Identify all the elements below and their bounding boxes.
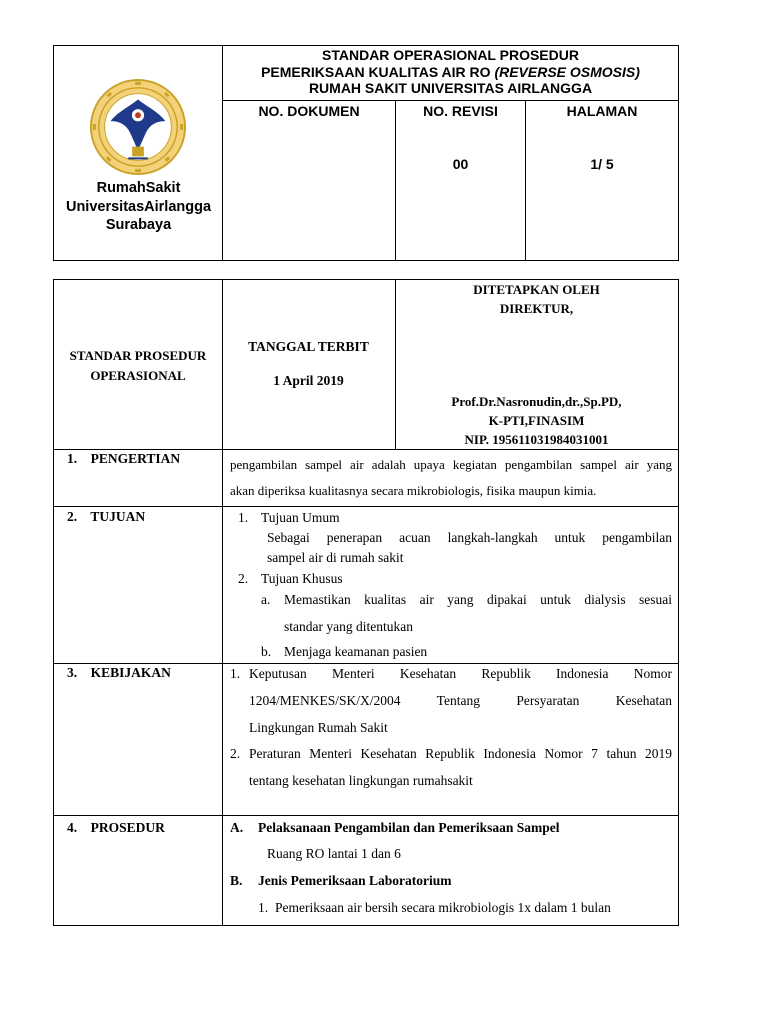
row-divider	[54, 506, 678, 507]
kebijakan-1-text: Lingkungan Rumah Sakit	[249, 720, 388, 735]
sop-label	[54, 346, 222, 386]
sop-label-line: STANDAR PROSEDUR	[69, 348, 207, 363]
hospital-name-line: RumahSakit	[96, 180, 181, 196]
tujuan-khusus-b-text: Menjaga keamanan pasien	[284, 644, 428, 659]
director-name-line: Prof.Dr.Nasronudin,dr.,Sp.PD,	[451, 394, 622, 409]
section-label-tujuan: 2. TUJUAN	[67, 509, 146, 524]
row-divider	[54, 815, 678, 816]
list-letter: b.	[261, 644, 272, 659]
tujuan-umum-text: Sebagai penerapan acuan langkah-langkah untuk pengambilan	[267, 530, 672, 545]
kebijakan-1-text: 1204/MENKES/SK/X/2004 Tentang Persyaratan Kesehatan	[249, 693, 672, 708]
approved-by-line: DIREKTUR,	[499, 301, 574, 316]
pengertian-text	[230, 452, 672, 478]
list-number: 2.	[238, 571, 249, 586]
kebijakan-2-text: Peraturan Menteri Kesehatan Republik Indonesia Nomor 7 tahun 2019	[249, 746, 672, 761]
title-italic-text: (REVERSE OSMOSIS)	[494, 63, 640, 80]
director-name-line: K-PTI,FINASIM	[488, 413, 585, 428]
tujuan-khusus-a-text: Memastikan kualitas air yang dipakai untuk dialysis sesuai	[284, 592, 672, 607]
page-label: HALAMAN	[566, 103, 638, 119]
list-number: 2.	[230, 746, 241, 761]
row-divider	[54, 663, 678, 664]
prosedur-a-title: Pelaksanaan Pengambilan dan Pemeriksaan Sampel	[258, 820, 560, 835]
tujuan-khusus-a-text: standar yang ditentukan	[284, 619, 413, 634]
tujuan-umum-title: Tujuan Umum	[261, 510, 340, 525]
sop-label-line: OPERASIONAL	[90, 368, 186, 383]
prosedur-b1-text: Pemeriksaan air bersih secara mikrobiologis 1x dalam 1 bulan	[275, 900, 611, 915]
text-line: pengambilan sampel air adalah upaya kegiatan pengambilan sampel air yang	[230, 457, 672, 472]
section-label-pengertian: 1. PENGERTIAN	[67, 451, 181, 466]
issue-date-value: 1 April 2019	[273, 373, 344, 388]
director-nip: NIP. 195611031984031001	[464, 432, 609, 447]
list-number: 1.	[230, 666, 241, 681]
document-header-table	[53, 45, 679, 261]
title-line	[223, 64, 678, 81]
list-letter: A.	[230, 820, 244, 835]
hospital-identity-cell	[54, 46, 223, 260]
prosedur-b-title: Jenis Pemeriksaan Laboratorium	[258, 873, 452, 888]
university-seal-icon	[89, 78, 187, 176]
revision-label: NO. REVISI	[423, 103, 498, 119]
page-value: 1/ 5	[590, 156, 614, 172]
title-text: PEMERIKSAAN KUALITAS AIR RO	[261, 63, 495, 80]
document-number-label: NO. DOKUMEN	[258, 103, 360, 119]
revision-value: 00	[452, 156, 469, 172]
revision-cell	[396, 101, 526, 260]
kebijakan-2-text: tentang kesehatan lingkungan rumahsakit	[249, 773, 473, 788]
section-label-kebijakan: 3. KEBIJAKAN	[67, 665, 171, 680]
title-line: STANDAR OPERASIONAL PROSEDUR	[322, 47, 579, 63]
tujuan-khusus-title: Tujuan Khusus	[261, 571, 343, 586]
section-label-prosedur: 4. PROSEDUR	[67, 820, 165, 835]
kebijakan-1-text: Keputusan Menteri Kesehatan Republik Indonesia Nomor	[249, 666, 672, 681]
approved-by-line: DITETAPKAN OLEH	[473, 282, 600, 297]
list-number: 1.	[258, 900, 269, 915]
issue-date-label: TANGGAL TERBIT	[248, 339, 369, 354]
list-number: 1.	[238, 510, 249, 525]
hospital-name-line: UniversitasAirlangga	[65, 198, 212, 215]
hospital-name-line: Surabaya	[105, 217, 172, 233]
tujuan-umum-text: sampel air di rumah sakit	[267, 550, 404, 565]
text-line: akan diperiksa kualitasnya secara mikrobiologis, fisika maupun kimia.	[230, 483, 597, 498]
director-signature-block	[395, 392, 678, 449]
title-line: RUMAH SAKIT UNIVERSITAS AIRLANGGA	[308, 80, 593, 96]
approved-by	[395, 280, 678, 318]
document-title	[223, 46, 678, 101]
list-letter: a.	[261, 592, 271, 607]
document-number-cell	[223, 101, 396, 260]
sop-content-table	[53, 279, 679, 926]
hospital-name	[54, 179, 223, 235]
row-divider	[54, 449, 678, 450]
page-cell	[526, 101, 678, 260]
list-letter: B.	[230, 873, 243, 888]
prosedur-a-text: Ruang RO lantai 1 dan 6	[267, 846, 401, 861]
